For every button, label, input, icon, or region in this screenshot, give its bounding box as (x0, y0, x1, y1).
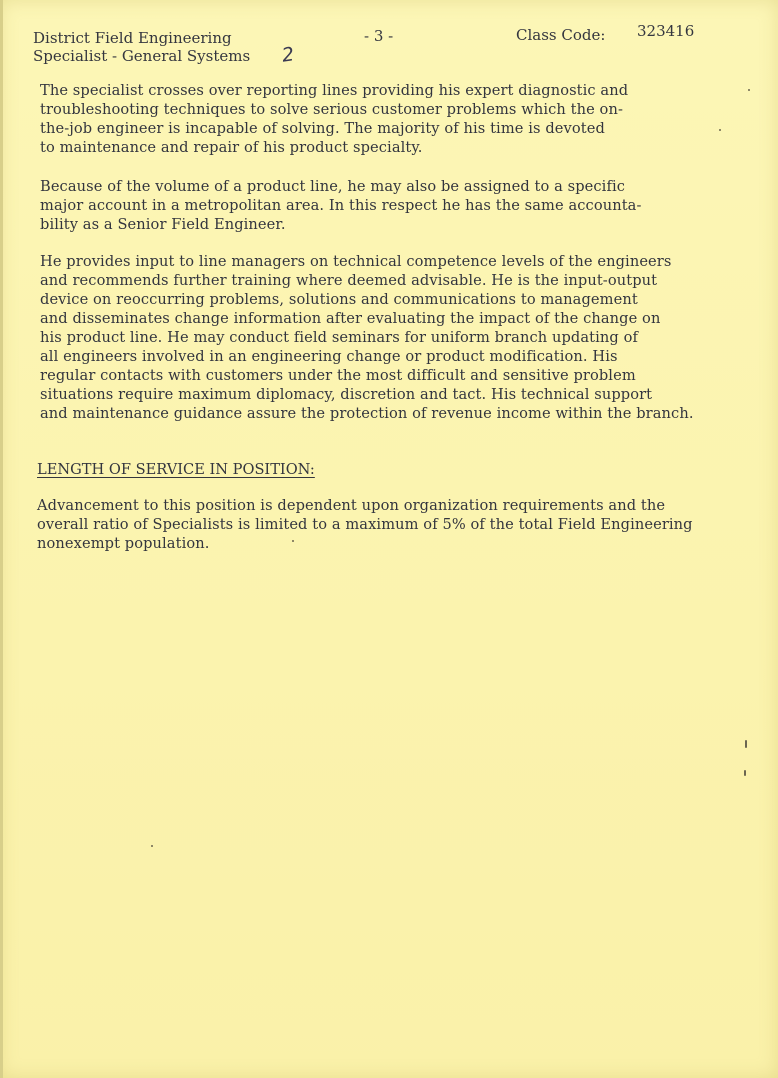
job-title-line-1: District Field Engineering (33, 29, 232, 47)
text-line: all engineers involved in an engineering change or product modification. His (40, 348, 618, 365)
paragraph-account (40, 177, 750, 234)
text-line: He provides input to line managers on technical competence levels of the engineers (40, 253, 672, 270)
text-line: and disseminates change information after evaluating the impact of the change on (40, 310, 661, 327)
paper-speck (292, 540, 294, 542)
page-edge (0, 0, 3, 1078)
paragraph-duties (40, 81, 750, 157)
text-line: overall ratio of Specialists is limited to a maximum of 5% of the total Field Engineering (37, 516, 693, 533)
text-line: The specialist crosses over reporting lines providing his expert diagnostic and (40, 82, 629, 99)
text-line: his product line. He may conduct field seminars for uniform branch updating of (40, 329, 638, 346)
paper-speck (744, 770, 746, 776)
text-line: to maintenance and repair of his product specialty. (40, 139, 423, 156)
class-code-value: 323416 (637, 22, 695, 40)
text-line: and recommends further training where deemed advisable. He is the input-output (40, 272, 658, 289)
text-line: Advancement to this position is dependent upon organization requirements and the (37, 497, 666, 514)
text-line: regular contacts with customers under the most difficult and sensitive problem (40, 367, 636, 384)
paper-speck (719, 129, 721, 131)
text-line: major account in a metropolitan area. In this respect he has the same accounta- (40, 197, 642, 214)
class-code-label: Class Code: (516, 26, 606, 44)
paragraph-responsibilities (40, 252, 750, 423)
section-heading-length-of-service: LENGTH OF SERVICE IN POSITION: (37, 461, 315, 478)
text-line: bility as a Senior Field Engineer. (40, 216, 286, 233)
paper-speck (745, 740, 747, 748)
handwritten-page-mark: 2 (280, 43, 296, 67)
page-number: - 3 - (364, 27, 394, 45)
paper-speck (748, 89, 750, 91)
text-line: and maintenance guidance assure the protection of revenue income within the branch. (40, 405, 694, 422)
text-line: nonexempt population. (37, 535, 210, 552)
text-line: situations require maximum diplomacy, discretion and tact. His technical support (40, 386, 653, 403)
job-title-line-2: Specialist - General Systems (33, 47, 251, 65)
text-line: device on reoccurring problems, solutions and communications to management (40, 291, 638, 308)
text-line: the-job engineer is incapable of solving. The majority of his time is devoted (40, 120, 605, 137)
paper-speck (151, 845, 153, 847)
text-line: troubleshooting techniques to solve serious customer problems which the on- (40, 101, 623, 118)
paragraph-advancement (37, 496, 747, 553)
text-line: Because of the volume of a product line, he may also be assigned to a specific (40, 178, 625, 195)
